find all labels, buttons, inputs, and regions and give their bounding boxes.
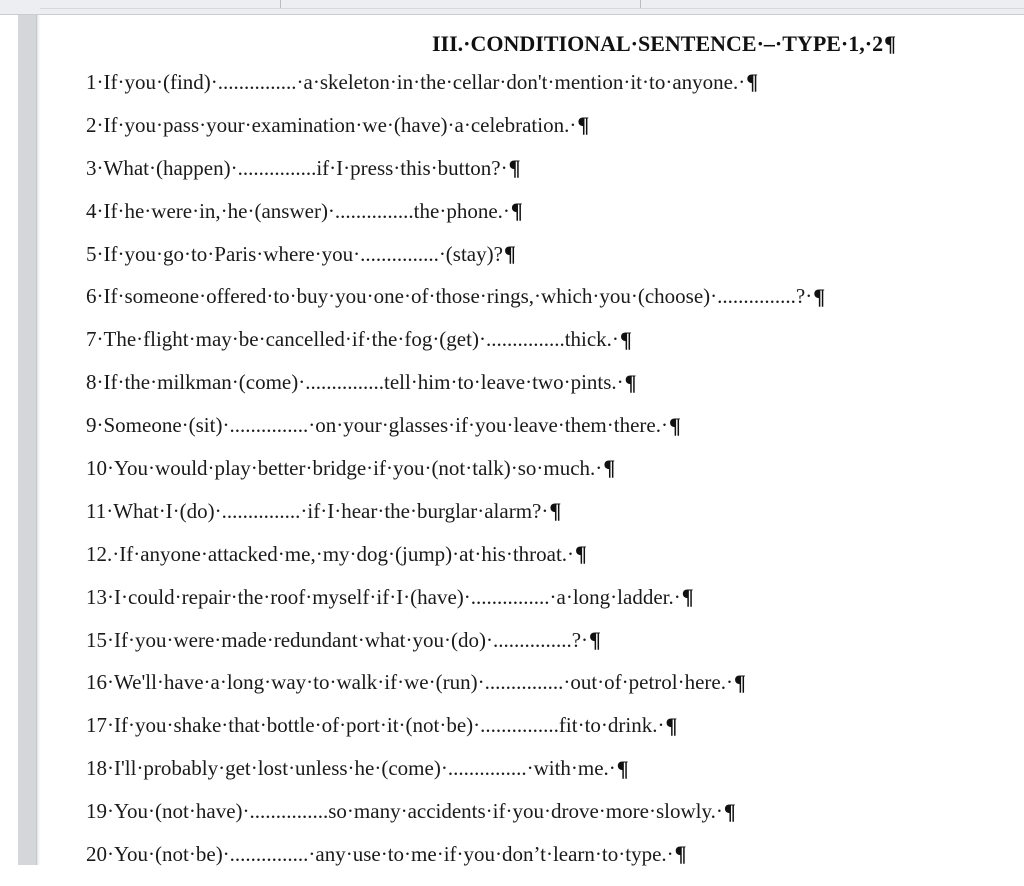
pilcrow-icon: ¶ (624, 369, 637, 395)
pilcrow-icon: ¶ (577, 112, 590, 138)
page-title-text: III.·CONDITIONAL·SENTENCE·–·TYPE·1,·2 (432, 31, 884, 56)
exercise-line (86, 361, 1016, 404)
pilcrow-icon: ¶ (665, 712, 678, 738)
exercise-line (86, 447, 1016, 490)
exercise-text: 12.·If·anyone·attacked·me,·my·dog·(jump)·at·his·throat.· (86, 541, 575, 566)
exercise-text: 3·What·(happen)·...............if·I·press·this·button?· (86, 155, 508, 180)
exercise-text: 20·You·(not·be)·...............·any·use·to·me·if·you·don’t·learn·to·type.· (86, 841, 674, 866)
left-gutter (0, 15, 18, 886)
pilcrow-icon: ¶ (503, 241, 516, 266)
pilcrow-icon: ¶ (884, 31, 896, 56)
exercise-line (86, 275, 1016, 318)
pilcrow-icon: ¶ (733, 669, 746, 695)
exercise-text: 16·We'll·have·a·long·way·to·walk·if·we·(run)·...............·out·of·petrol·here.· (86, 670, 733, 695)
exercise-text: 2·If·you·pass·your·examination·we·(have)·a·celebration.· (86, 112, 577, 137)
vertical-ruler (18, 15, 37, 865)
exercise-text: 19·You·(not·have)·...............so·many·accidents·if·you·drove·more·slowly.· (86, 799, 723, 824)
exercise-text: 8·If·the·milkman·(come)·...............tell·him·to·leave·two·pints.· (86, 370, 624, 395)
pilcrow-icon: ¶ (508, 155, 521, 181)
pilcrow-icon: ¶ (668, 412, 681, 438)
exercise-line (86, 190, 1016, 233)
exercise-text: 11·What·I·(do)·...............·if·I·hear·the·burglar·alarm?· (86, 498, 549, 523)
exercise-text: 15·If·you·were·made·redundant·what·you·(do)·...............?· (86, 627, 589, 652)
pilcrow-icon: ¶ (549, 498, 562, 524)
ruler-baseline (40, 8, 1024, 9)
exercise-text: 13·I·could·repair·the·roof·myself·if·I·(have)·...............·a·long·ladder.· (86, 584, 681, 609)
pilcrow-icon: ¶ (575, 541, 587, 567)
pilcrow-icon: ¶ (619, 326, 632, 352)
exercise-line (86, 576, 1016, 619)
exercise-line (86, 747, 1016, 790)
exercise-line (86, 661, 1016, 704)
exercise-text: 10·You·would·play·better·bridge·if·you·(not·talk)·so·much.· (86, 455, 603, 480)
pilcrow-icon: ¶ (681, 584, 694, 610)
page-title (432, 31, 896, 57)
pilcrow-icon: ¶ (589, 627, 601, 653)
exercise-line (86, 619, 1016, 662)
pilcrow-icon: ¶ (746, 69, 759, 95)
exercise-text: 7·The·flight·may·be·cancelled·if·the·fog·(get)·...............thick.· (86, 327, 619, 352)
exercise-line (86, 318, 1016, 361)
document-page[interactable] (40, 15, 1024, 886)
exercise-text: 1·If·you·(find)·...............·a·skeleton·in·the·cellar·don't·mention·it·to·anyone.· (86, 69, 746, 94)
exercise-text: 17·If·you·shake·that·bottle·of·port·it·(not·be)·...............fit·to·drink.· (86, 713, 665, 738)
pilcrow-icon: ¶ (723, 798, 736, 824)
exercise-line (86, 404, 1016, 447)
pilcrow-icon: ¶ (510, 198, 523, 224)
exercise-text: 9·Someone·(sit)·...............·on·your·glasses·if·you·leave·them·there.· (86, 413, 668, 438)
ruler-tick (640, 0, 641, 8)
exercise-line (86, 790, 1016, 833)
ruler (0, 0, 1024, 15)
exercise-line (86, 233, 1016, 276)
pilcrow-icon: ¶ (616, 755, 629, 781)
exercise-text: 4·If·he·were·in,·he·(answer)·...............the·phone.· (86, 198, 510, 223)
pilcrow-icon: ¶ (813, 283, 826, 309)
exercise-list (86, 61, 1016, 876)
exercise-line (86, 61, 1016, 104)
pilcrow-icon: ¶ (674, 841, 687, 867)
ruler-tick (280, 0, 281, 8)
exercise-line (86, 104, 1016, 147)
exercise-line (86, 490, 1016, 533)
exercise-line (86, 704, 1016, 747)
exercise-text: 18·I'll·probably·get·lost·unless·he·(come)·...............·with·me.· (86, 756, 616, 781)
pilcrow-icon: ¶ (603, 455, 616, 481)
exercise-text: 5·If·you·go·to·Paris·where·you·...............·(stay)? (86, 241, 503, 266)
exercise-line (86, 833, 1016, 876)
exercise-line (86, 147, 1016, 190)
exercise-text: 6·If·someone·offered·to·buy·you·one·of·those·rings,·which·you·(choose)·...............?· (86, 284, 813, 309)
exercise-line (86, 533, 1016, 576)
